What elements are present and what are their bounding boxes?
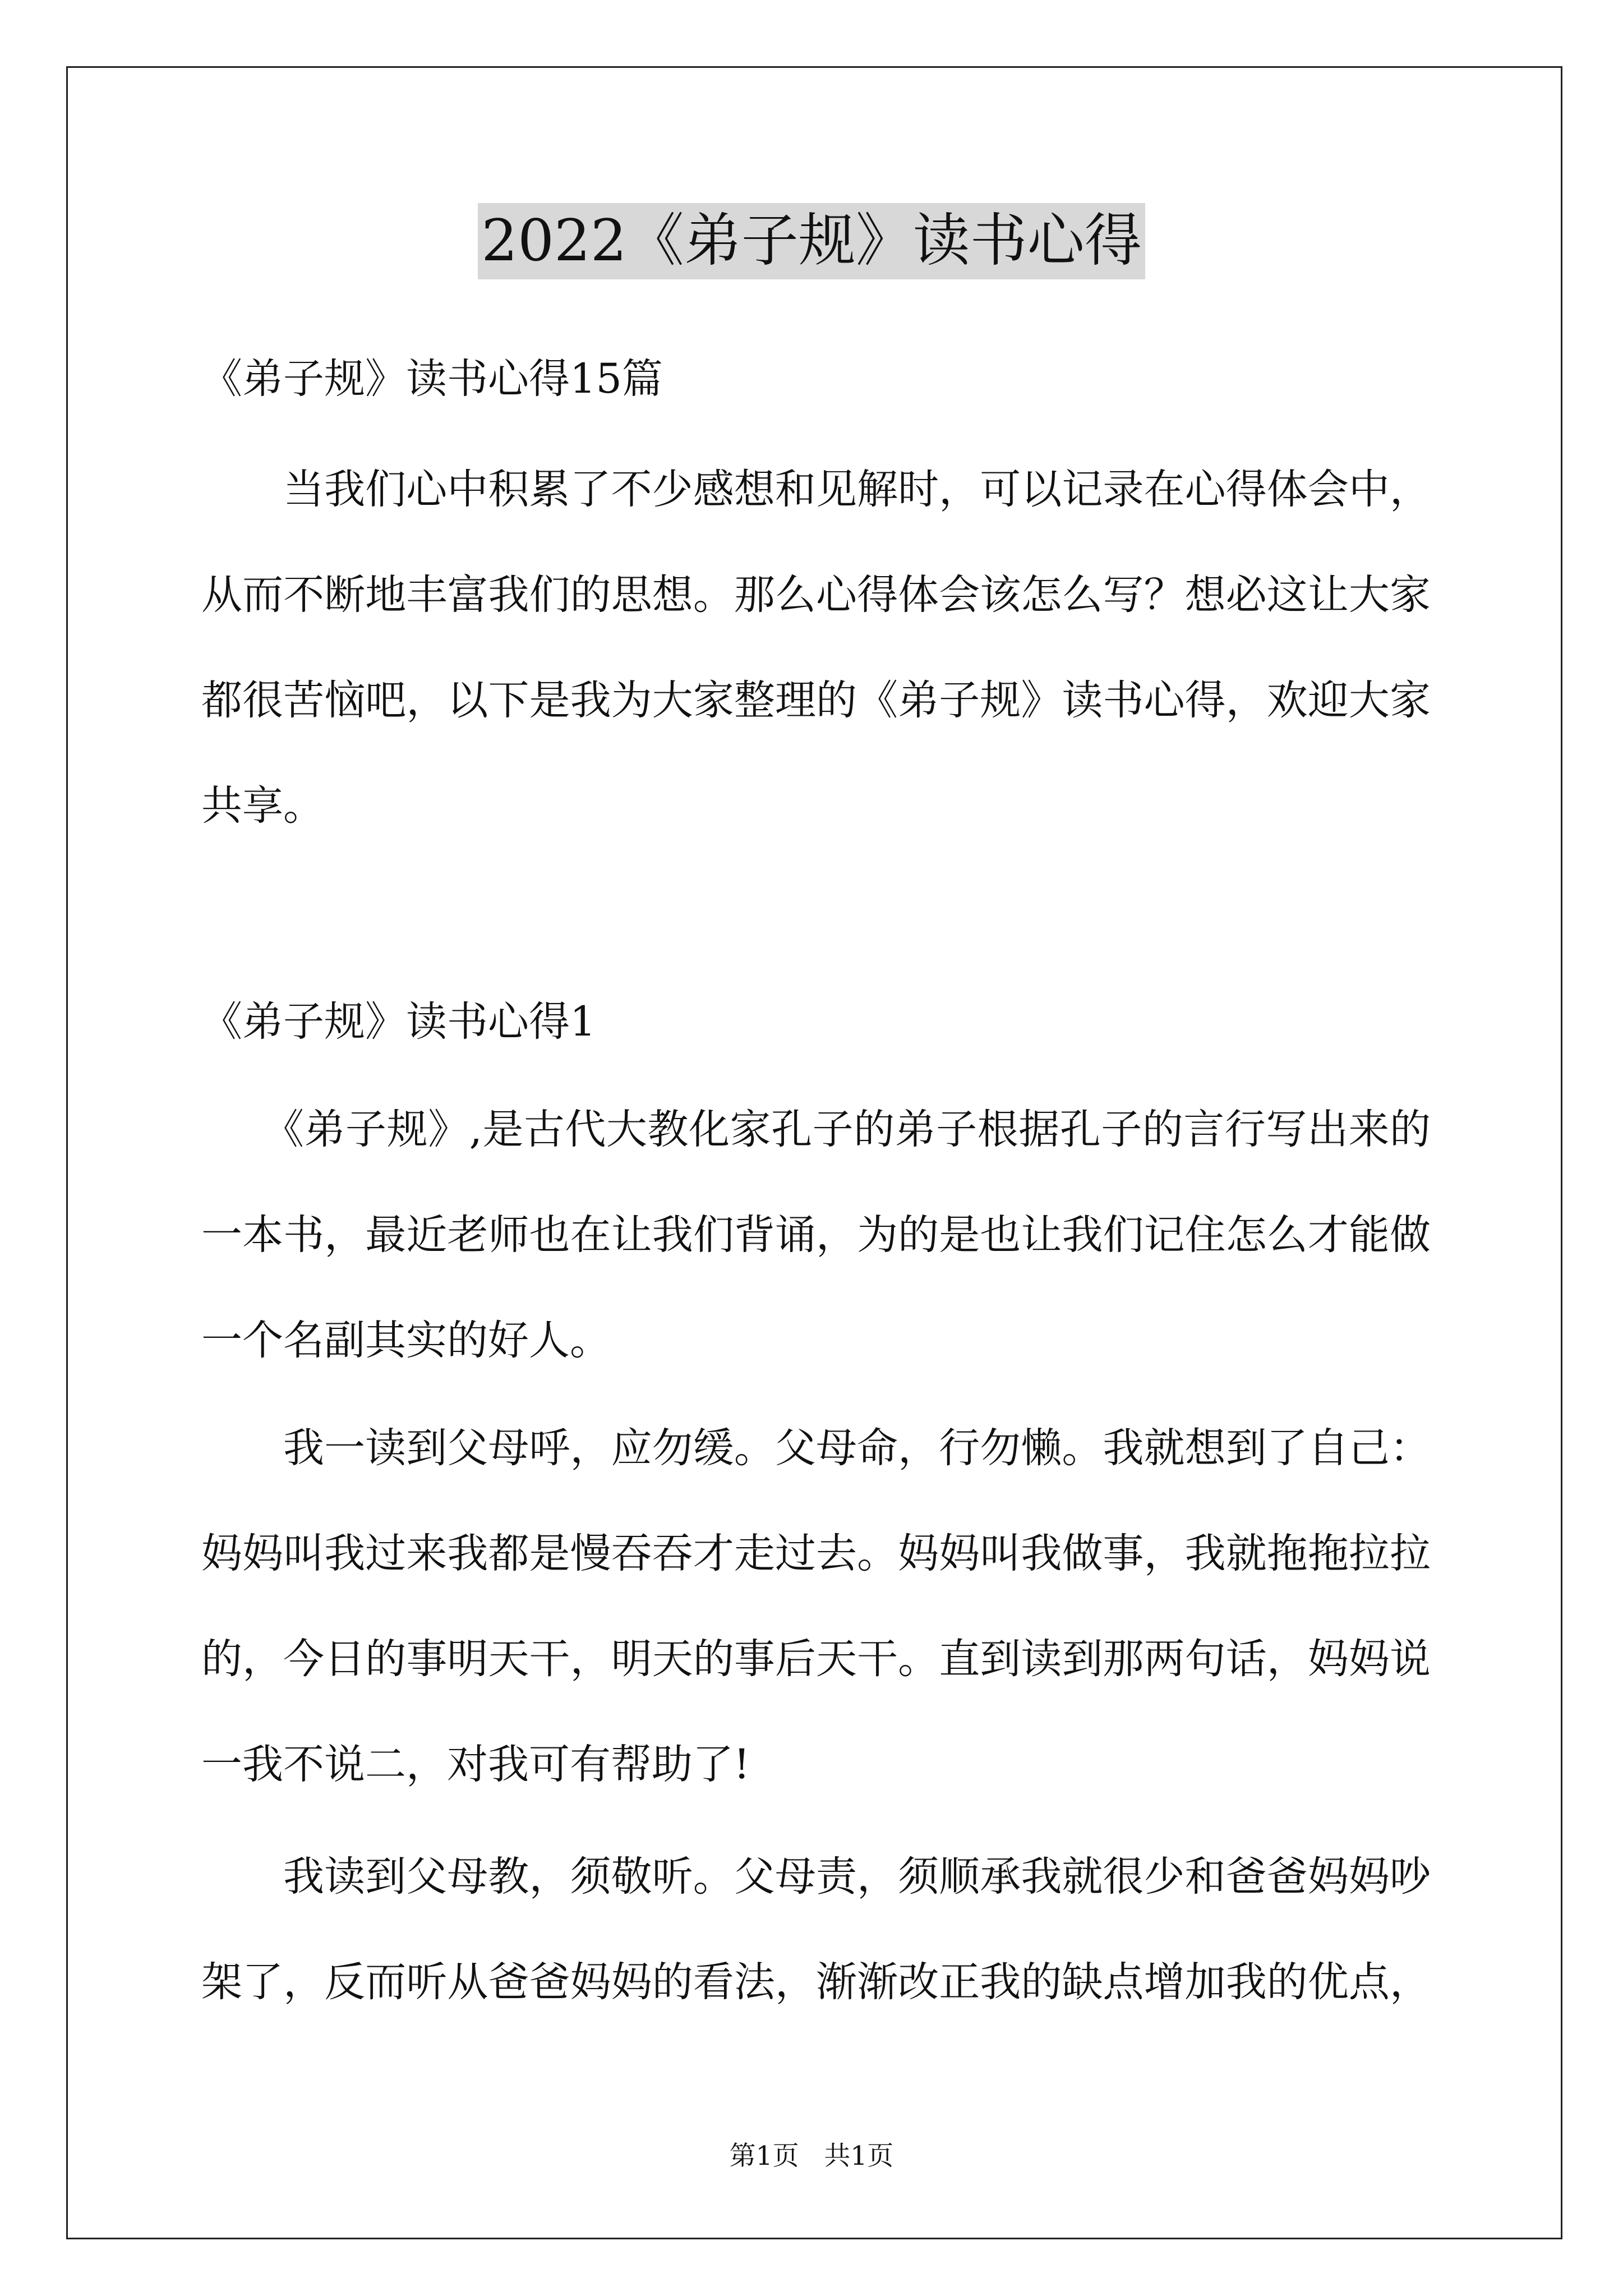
paragraph-line: 从而不断地丰富我们的思想。那么心得体会该怎么写？想必这让大家 [201,571,1431,619]
page-footer: 第1页 共1页 [729,2141,894,2171]
paragraph-line: 架了，反而听从爸爸妈妈的看法，渐渐改正我的缺点增加我的优点， [201,1958,1431,2006]
document-body [201,326,1431,2035]
paragraph-line: 的，今日的事明天干，明天的事后天干。直到读到那两句话，妈妈说 [201,1635,1431,1683]
paragraph-line: 共享。 [201,782,324,830]
section-heading: 《弟子规》读书心得1 [201,998,596,1046]
paragraph-line: 我一读到父母呼，应勿缓。父母命，行勿懒。我就想到了自己： [283,1424,1431,1472]
body-paragraph [201,1824,1431,2035]
paragraph-line: 都很苦恼吧，以下是我为大家整理的《弟子规》读书心得，欢迎大家 [201,677,1431,724]
paragraph-line: 妈妈叫我过来我都是慢吞吞才走过去。妈妈叫我做事，我就拖拖拉拉 [201,1530,1431,1577]
page-title: 2022《弟子规》读书心得 [478,203,1145,279]
paragraph-line: 一本书，最近老师也在让我们背诵，为的是也让我们记住怎么才能做 [201,1211,1431,1259]
title-container [0,203,1623,279]
paragraph-line: 当我们心中积累了不少感想和见解时，可以记录在心得体会中， [283,466,1431,513]
paragraph-line: 一个名副其实的好人。 [201,1317,611,1364]
subtitle: 《弟子规》读书心得15篇 [201,355,663,403]
intro-paragraph [201,437,1431,859]
paragraph-line: 一我不说二，对我可有帮助了! [201,1741,750,1788]
paragraph-line: 《弟子规》,是古代大教化家孔子的弟子根据孔子的言行写出来的 [263,1106,1431,1153]
body-paragraph [201,1077,1431,1393]
paragraph-line: 我读到父母教，须敬听。父母责，须顺承我就很少和爸爸妈妈吵 [283,1853,1431,1901]
body-paragraph [201,1396,1431,1818]
